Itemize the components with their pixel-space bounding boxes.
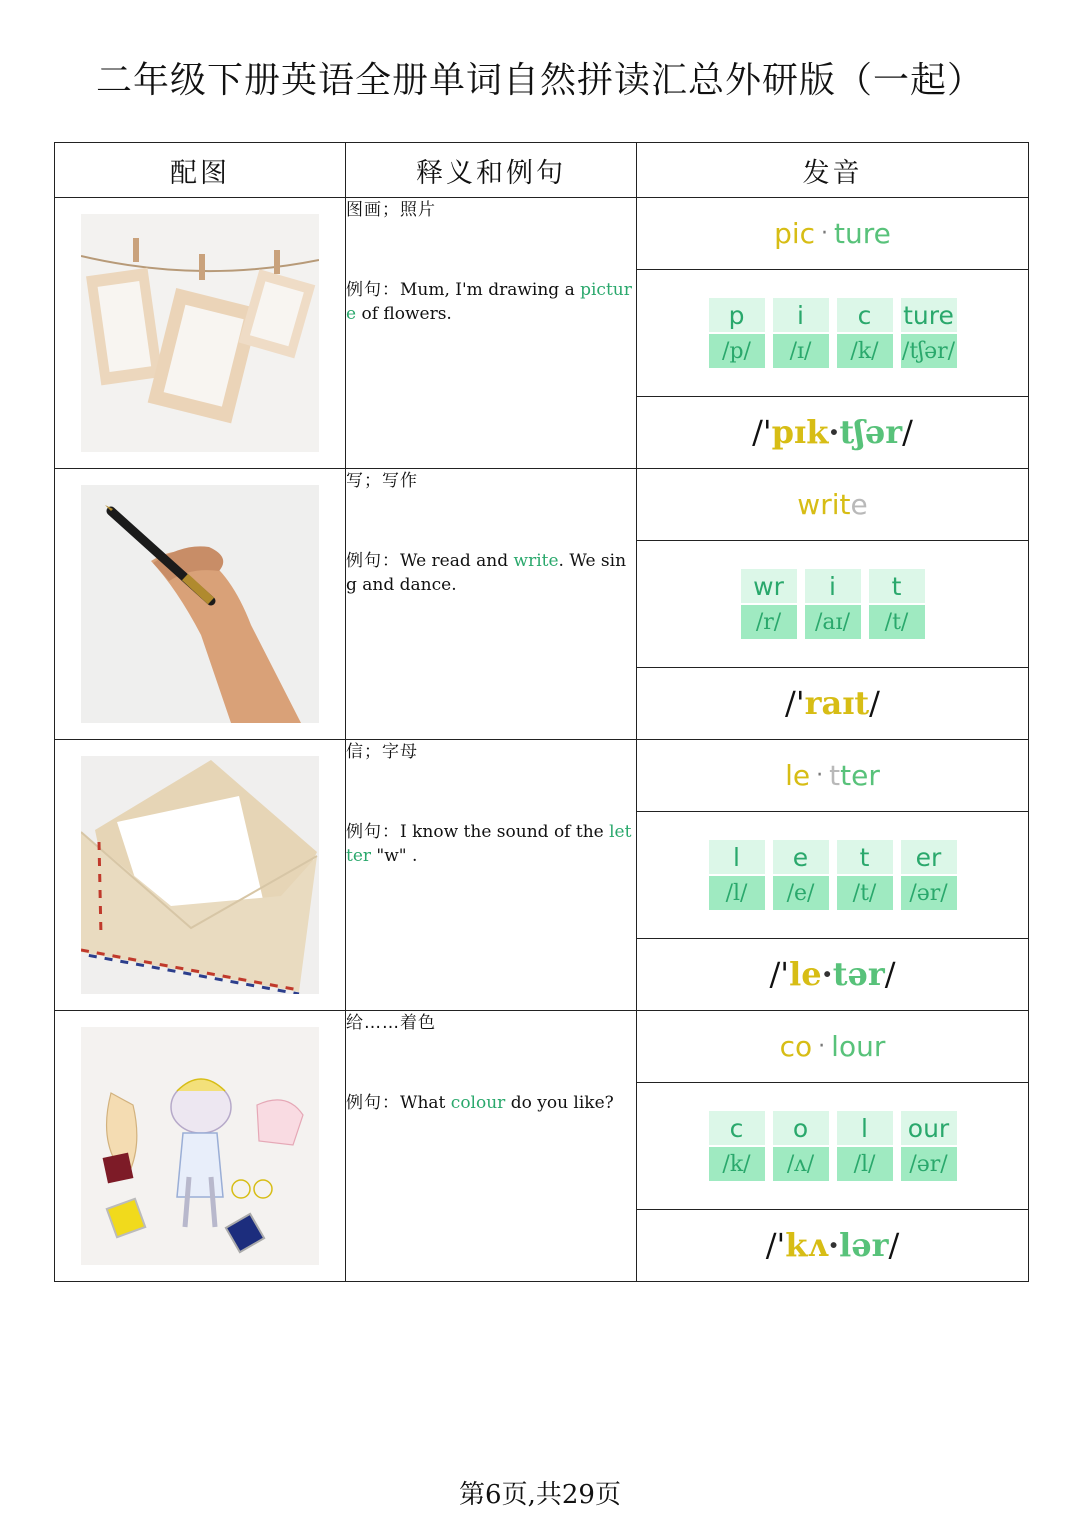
page-number: 第6页,共29页 — [459, 1480, 621, 1510]
phonics-sound: /ɪ/ — [773, 334, 829, 368]
header-meaning: 释义和例句 — [346, 143, 637, 198]
example-highlight: write — [513, 551, 559, 571]
phonics-cell — [773, 1111, 829, 1181]
image-cell — [55, 469, 346, 740]
phonics-sound: /k/ — [837, 334, 893, 368]
example-label: 例句： — [346, 822, 400, 842]
phonics-sound: /r/ — [741, 605, 797, 639]
phonics-letters: er — [901, 840, 957, 874]
example-label: 例句： — [346, 1093, 400, 1113]
example-text: I know the sound of the — [400, 822, 610, 842]
syllable: t — [829, 759, 841, 792]
ipa-transcription — [637, 1210, 1028, 1280]
phonics-letters: l — [837, 1111, 893, 1145]
envelope-image — [81, 756, 319, 994]
word-meaning: 给……着色 — [346, 1013, 436, 1033]
syllable: e — [850, 488, 868, 521]
phonics-breakdown — [637, 1083, 1028, 1210]
pronunciation-cell — [637, 1011, 1029, 1282]
example-text: of flowers. — [356, 304, 452, 324]
ipa-part: · — [828, 413, 840, 451]
ipa-part: /' — [785, 684, 805, 722]
example-sentence — [346, 278, 636, 326]
phonics-cell — [901, 298, 957, 368]
syllable: ture — [834, 217, 891, 250]
ipa-part: kʌ — [785, 1226, 828, 1264]
word-meaning: 信；字母 — [346, 742, 418, 762]
meaning-cell — [346, 740, 637, 1011]
syllable: pic — [774, 217, 816, 250]
ipa-part: / — [884, 955, 896, 993]
phonics-sound: /tʃər/ — [901, 334, 957, 368]
example-sentence — [346, 820, 636, 868]
phonics-sound: /l/ — [709, 876, 765, 910]
phonics-breakdown — [637, 541, 1028, 668]
phonics-cell — [709, 298, 765, 368]
phonics-sound: /aɪ/ — [805, 605, 861, 639]
ipa-part: tʃər — [839, 413, 903, 451]
example-highlight: picture — [346, 280, 632, 324]
phonics-sound: /ər/ — [901, 1147, 957, 1181]
image-cell — [55, 198, 346, 469]
ipa-part: · — [821, 955, 833, 993]
phonics-sound: /ər/ — [901, 876, 957, 910]
phonics-cell — [901, 1111, 957, 1181]
phonics-cell — [741, 569, 797, 639]
ipa-part: tər — [832, 955, 885, 993]
syllable-split — [637, 469, 1028, 541]
pronunciation-cell — [637, 740, 1029, 1011]
phonics-breakdown — [637, 270, 1028, 397]
phonics-letters: t — [837, 840, 893, 874]
ipa-part: /' — [769, 955, 790, 993]
image-cell — [55, 740, 346, 1011]
ipa-transcription — [637, 397, 1028, 467]
syllable-split — [637, 740, 1028, 812]
phonics-breakdown — [637, 812, 1028, 939]
example-text: Mum, I'm drawing a — [400, 280, 581, 300]
image-cell — [55, 1011, 346, 1282]
example-label: 例句： — [346, 551, 400, 571]
writing-hand-image — [81, 485, 319, 723]
phonics-cell — [709, 1111, 765, 1181]
example-text: "w" . — [371, 846, 418, 866]
example-text: . We sing and dance. — [346, 551, 627, 595]
phonics-sound: /p/ — [709, 334, 765, 368]
phonics-cell — [901, 840, 957, 910]
ipa-part: raɪt — [804, 684, 870, 722]
ipa-part: pɪk — [771, 413, 829, 451]
syllable: le — [785, 759, 811, 792]
picture-frames-image — [81, 214, 319, 452]
meaning-cell — [346, 1011, 637, 1282]
phonics-letters: wr — [741, 569, 797, 603]
phonics-letters: ture — [901, 298, 957, 332]
phonics-sound: /ʌ/ — [773, 1147, 829, 1181]
syllable: lour — [831, 1030, 886, 1063]
ipa-part: / — [888, 1226, 900, 1264]
phonics-cell — [805, 569, 861, 639]
table-header-row — [55, 143, 1029, 198]
pronunciation-cell — [637, 469, 1029, 740]
syllable: ter — [840, 759, 880, 792]
ipa-part: / — [869, 684, 880, 722]
ipa-part: /' — [752, 413, 772, 451]
phonics-letters: our — [901, 1111, 957, 1145]
phonics-letters: c — [837, 298, 893, 332]
table-row — [55, 469, 1029, 740]
syllable-split — [637, 1011, 1028, 1083]
header-image: 配图 — [55, 143, 346, 198]
meaning-cell — [346, 469, 637, 740]
pronunciation-cell — [637, 198, 1029, 469]
phonics-cell — [837, 840, 893, 910]
phonics-letters: e — [773, 840, 829, 874]
ipa-part: le — [789, 955, 822, 993]
phonics-cell — [837, 1111, 893, 1181]
phonics-letters: i — [805, 569, 861, 603]
phonics-sound: /k/ — [709, 1147, 765, 1181]
syllable: writ — [797, 488, 851, 521]
table-row — [55, 1011, 1029, 1282]
ipa-part: · — [827, 1226, 840, 1264]
example-highlight: colour — [450, 1093, 506, 1113]
phonics-sound: /t/ — [869, 605, 925, 639]
ipa-part: /' — [765, 1226, 786, 1264]
syllable: co — [779, 1030, 813, 1063]
phonics-cell — [709, 840, 765, 910]
phonics-letters: i — [773, 298, 829, 332]
syllable-dot: · — [818, 1034, 826, 1059]
example-text: do you like? — [505, 1093, 614, 1113]
example-text: We read and — [400, 551, 514, 571]
vocabulary-table — [54, 142, 1029, 1282]
phonics-letters: t — [869, 569, 925, 603]
ipa-part: / — [902, 413, 913, 451]
example-text: What — [400, 1093, 451, 1113]
phonics-cell — [773, 840, 829, 910]
example-label: 例句： — [346, 280, 400, 300]
ipa-transcription — [637, 668, 1028, 738]
phonics-letters: l — [709, 840, 765, 874]
phonics-cell — [869, 569, 925, 639]
phonics-letters: p — [709, 298, 765, 332]
example-sentence — [346, 1091, 636, 1115]
phonics-letters: c — [709, 1111, 765, 1145]
ipa-part: lər — [839, 1226, 889, 1264]
example-sentence — [346, 549, 636, 597]
table-row — [55, 740, 1029, 1011]
header-pronunciation: 发音 — [637, 143, 1029, 198]
phonics-cell — [837, 298, 893, 368]
coloring-drawing-image — [81, 1027, 319, 1265]
table-row — [55, 198, 1029, 469]
word-meaning: 写；写作 — [346, 471, 418, 491]
meaning-cell — [346, 198, 637, 469]
page-title: 二年级下册英语全册单词自然拼读汇总外研版（一起） — [95, 60, 984, 101]
phonics-sound: /e/ — [773, 876, 829, 910]
phonics-sound: /l/ — [837, 1147, 893, 1181]
phonics-cell — [773, 298, 829, 368]
syllable-dot: · — [821, 221, 829, 246]
phonics-sound: /t/ — [837, 876, 893, 910]
syllable-split — [637, 198, 1028, 270]
example-highlight: letter — [346, 822, 632, 866]
word-meaning: 图画；照片 — [346, 200, 436, 220]
phonics-letters: o — [773, 1111, 829, 1145]
syllable-dot: · — [816, 763, 824, 788]
ipa-transcription — [637, 939, 1028, 1009]
